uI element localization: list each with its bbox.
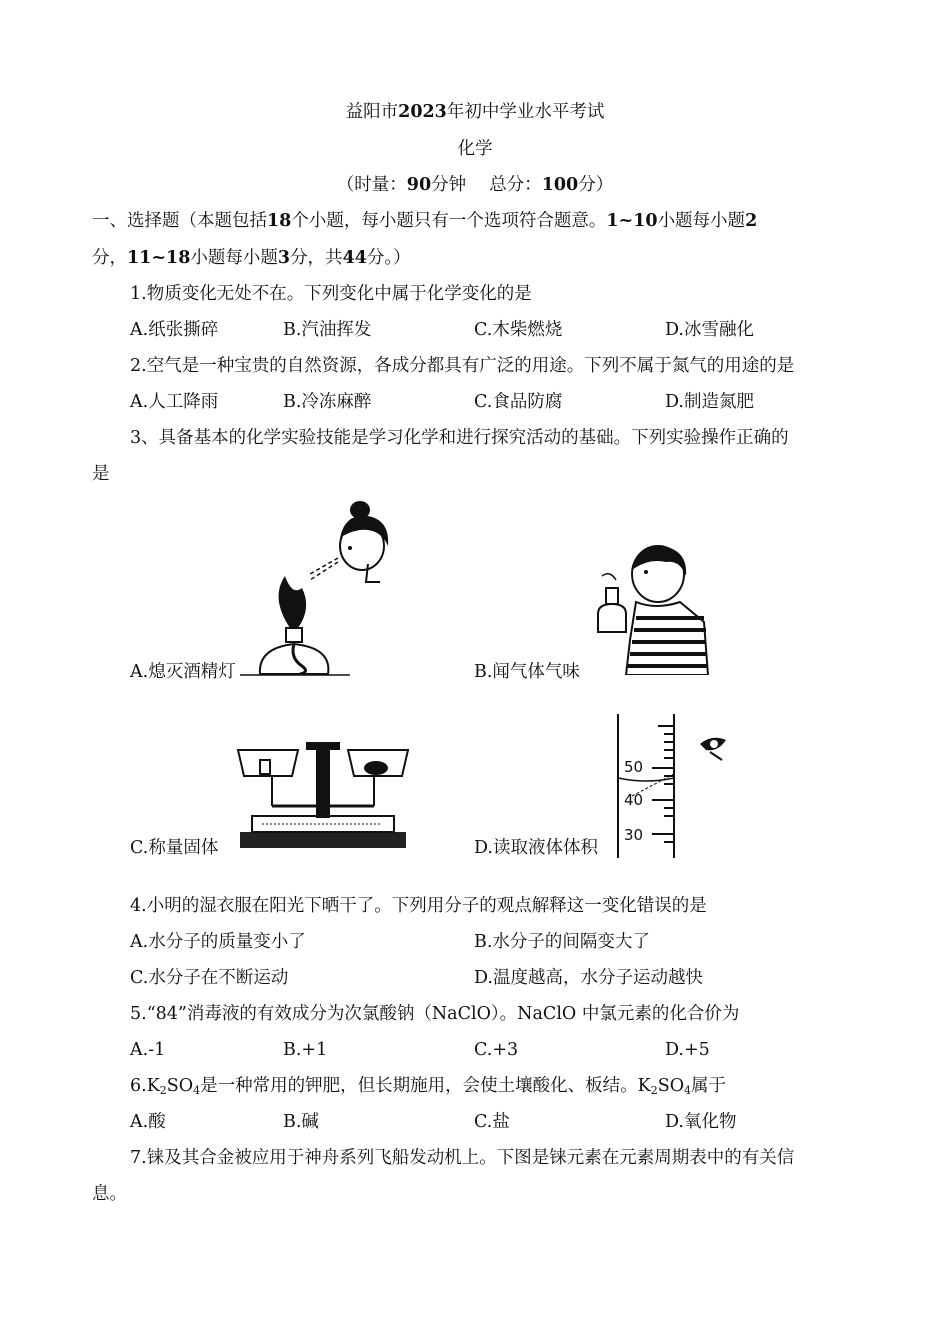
q3-stem-line1: 3、具备基本的化学实验技能是学习化学和进行探究活动的基础。下列实验操作正确的 [130,428,789,448]
q6-option-c[interactable]: C.盐 [474,1112,510,1132]
q2-stem: 2.空气是一种宝贵的自然资源，各成分都具有广泛的用途。下列不属于氮气的用途的是 [130,356,795,376]
q7-stem-line1: 7.铼及其合金被应用于神舟系列飞船发动机上。下图是铼元素在元素周期表中的有关信 [130,1148,795,1168]
q3-option-b[interactable]: B.闻气体气味 [474,662,580,682]
q1-stem: 1.物质变化无处不在。下列变化中属于化学变化的是 [130,284,532,304]
q1-option-c[interactable]: C.木柴燃烧 [474,320,563,340]
tick-label-40: 40 [624,791,644,809]
section-heading-line2: 分，11~18小题每小题3分，共44分。） [92,248,411,268]
q3-option-d[interactable]: D.读取液体体积 [474,838,598,858]
q4-option-b[interactable]: B.水分子的间隔变大了 [474,932,650,952]
q5-option-a[interactable]: A.-1 [130,1040,166,1060]
tick-label-30: 30 [624,826,644,844]
section-heading-line1: 一、选择题（本题包括18个小题，每小题只有一个选项符合题意。1~10小题每小题2 [92,211,758,231]
time-info: （时量：90分钟 总分：100分） [336,175,614,195]
q2-option-a[interactable]: A.人工降雨 [130,392,219,412]
tick-label-50: 50 [624,758,644,776]
q4-option-a[interactable]: A.水分子的质量变小了 [130,932,306,952]
q6-option-d[interactable]: D.氧化物 [665,1112,737,1132]
q5-stem: 5.“84”消毒液的有效成分为次氯酸钠（NaClO）。NaClO 中氯元素的化合价为 [130,1004,740,1024]
exam-title: 益阳市2023年初中学业水平考试 [345,102,605,122]
q1-option-d[interactable]: D.冰雪融化 [665,320,754,340]
balance-figure [232,736,412,854]
q6-stem: $6.K_2SO_4$是一种常用的钾肥，但长期施用，会使土壤酸化、板结。$K_2SO_4$属于 [130,1076,727,1097]
q5-option-c[interactable]: C.+3 [474,1040,519,1060]
q3-option-a[interactable]: A.熄灭酒精灯 [130,662,236,682]
graduated-cylinder-figure [612,712,732,858]
q3-option-c[interactable]: C.称量固体 [130,838,219,858]
q5-option-b[interactable]: B.+1 [283,1040,328,1060]
q2-option-b[interactable]: B.冷冻麻醉 [283,392,372,412]
q7-stem-line2: 息。 [92,1184,127,1204]
q6-option-b[interactable]: B.碱 [283,1112,319,1132]
smelling-gas-figure [596,540,712,675]
q2-option-d[interactable]: D.制造氮肥 [665,392,754,412]
q1-option-a[interactable]: A.纸张撕碎 [130,320,219,340]
q2-option-c[interactable]: C.食品防腐 [474,392,563,412]
q4-option-d[interactable]: D.温度越高，水分子运动越快 [474,968,703,988]
subject-title: 化学 [457,139,493,159]
q4-option-c[interactable]: C.水分子在不断运动 [130,968,289,988]
q6-option-a[interactable]: A.酸 [130,1112,166,1132]
q3-stem-line2: 是 [92,464,110,484]
blowing-lamp-figure [240,498,410,678]
q4-stem: 4.小明的湿衣服在阳光下晒干了。下列用分子的观点解释这一变化错误的是 [130,896,707,916]
q5-option-d[interactable]: D.+5 [665,1040,710,1060]
q1-option-b[interactable]: B.汽油挥发 [283,320,372,340]
